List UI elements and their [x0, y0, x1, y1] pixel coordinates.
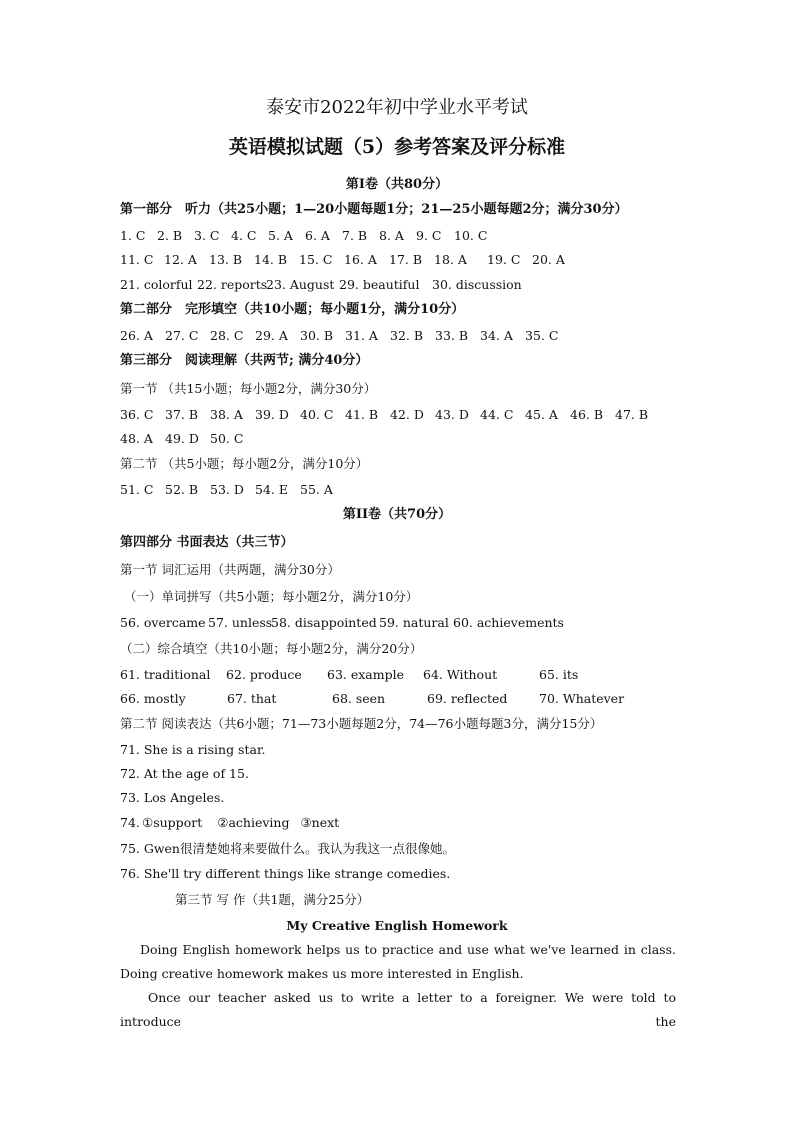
answer: 20. A — [532, 252, 565, 267]
answer: 45. A — [525, 407, 558, 422]
answer: 26. A — [120, 328, 153, 343]
answer: 39. D — [255, 407, 289, 422]
part4-answers-row3 — [120, 691, 629, 707]
part4-heading: 第四部分 书面表达（共三节） — [120, 535, 294, 550]
part3-section1-heading: 第一节 （共15小题；每小题2分，满分30分） — [120, 381, 377, 396]
answer: 22. reports — [197, 277, 268, 292]
answer: 51. C — [120, 482, 154, 497]
answer: 59. natural — [379, 615, 449, 630]
answer: 32. B — [390, 328, 424, 343]
essay-title: My Creative English Homework — [286, 918, 508, 933]
circled-number: ③ — [300, 815, 312, 830]
answer: 30. B — [300, 328, 334, 343]
answer: 42. D — [390, 407, 424, 422]
answer: 70. Whatever — [539, 691, 625, 706]
answer: 4. C — [231, 228, 257, 243]
answer-74-word: achieving — [228, 815, 290, 830]
answer: 40. C — [300, 407, 334, 422]
answer: 27. C — [165, 328, 199, 343]
answer: 19. C — [487, 252, 521, 267]
answer: 50. C — [210, 431, 244, 446]
answer-74-number: 74. — [120, 815, 140, 830]
answer: 66. mostly — [120, 691, 186, 706]
answer: 11. C — [120, 252, 154, 267]
answer: 43. D — [435, 407, 469, 422]
answer: 29. beautiful — [339, 277, 420, 292]
part4-section2-heading: 第二节 阅读表达（共6小题；71—73小题每题2分，74—76小题每题3分，满分15分） — [120, 716, 603, 731]
answer: 46. B — [570, 407, 604, 422]
answer: 29. A — [255, 328, 288, 343]
answer: 13. B — [209, 252, 243, 267]
part1-answers-row2 — [120, 252, 577, 268]
answer: 21. colorful — [120, 277, 193, 292]
answer: 18. A — [434, 252, 467, 267]
answer: 7. B — [342, 228, 368, 243]
circled-number: ② — [217, 815, 229, 830]
part3-answers-row1 — [120, 407, 660, 423]
answer: 28. C — [210, 328, 244, 343]
answer: 55. A — [300, 482, 333, 497]
answer: 2. B — [157, 228, 183, 243]
answer: 58. disappointed — [271, 615, 377, 630]
answer: 52. B — [165, 482, 199, 497]
answer: 37. B — [165, 407, 199, 422]
part4-subsection1-heading: （一）单词拼写（共5小题；每小题2分，满分10分） — [124, 589, 419, 604]
answer: 9. C — [416, 228, 442, 243]
answer: 35. C — [525, 328, 559, 343]
answer: 63. example — [327, 667, 405, 682]
answer: 68. seen — [332, 691, 386, 706]
answer-76: 76. She'll try different things like strange comedies. — [120, 866, 451, 881]
answer: 30. discussion — [432, 277, 522, 292]
answer: 67. that — [227, 691, 277, 706]
answer: 5. A — [268, 228, 293, 243]
answer: 69. reflected — [427, 691, 508, 706]
answer-75: 75. Gwen很清楚她将来要做什么。我认为我这一点很像她。 — [120, 841, 455, 856]
answer: 56. overcame — [120, 615, 206, 630]
answer: 23. August — [266, 277, 335, 292]
essay-paragraph-1: Doing English homework helps us to practice and use what we've learned in class. Doing creative homework makes us more interested in English. — [120, 942, 676, 981]
answer: 8. A — [379, 228, 404, 243]
part2-heading: 第二部分 完形填空（共10小题；每小题1分，满分10分） — [120, 302, 465, 317]
part1-answers-row3 — [120, 277, 532, 293]
answer: 16. A — [344, 252, 377, 267]
answer-72: 72. At the age of 15. — [120, 766, 249, 781]
answer: 57. unless — [208, 615, 273, 630]
part3-heading: 第三部分 阅读理解（共两节; 满分40分） — [120, 353, 369, 368]
part4-section1-heading: 第一节 词汇运用（共两题，满分30分） — [120, 562, 340, 577]
answer: 62. produce — [226, 667, 302, 682]
part2-answers-row1 — [120, 328, 570, 344]
part4-section3-heading: 第三节 写 作（共1题，满分25分） — [175, 892, 370, 907]
answer: 14. B — [254, 252, 288, 267]
part4-answers-row2 — [120, 667, 599, 683]
document-subtitle: 英语模拟试题（5）参考答案及评分标准 — [228, 136, 566, 158]
answer: 60. achievements — [453, 615, 564, 630]
answer-71: 71. She is a rising star. — [120, 742, 266, 757]
essay-paragraph-2: Once our teacher asked us to write a letter to a foreigner. We were told to introduce the — [120, 990, 676, 1029]
answer: 47. B — [615, 407, 649, 422]
answer: 1. C — [120, 228, 146, 243]
answer: 53. D — [210, 482, 244, 497]
answer: 12. A — [164, 252, 197, 267]
volume-2-heading: 第II卷（共70分） — [342, 507, 452, 522]
answer: 17. B — [389, 252, 423, 267]
answer: 31. A — [345, 328, 378, 343]
part3-section2-heading: 第二节 （共5小题；每小题2分，满分10分） — [120, 456, 369, 471]
answer: 34. A — [480, 328, 513, 343]
answer: 44. C — [480, 407, 514, 422]
part4-answers-row1 — [120, 615, 563, 631]
answer-73: 73. Los Angeles. — [120, 790, 225, 805]
part1-answers-row1 — [120, 228, 494, 244]
answer-74-word: support — [153, 815, 203, 830]
answer: 61. traditional — [120, 667, 211, 682]
answer-74 — [120, 815, 339, 831]
answer: 65. its — [539, 667, 579, 682]
answer: 38. A — [210, 407, 243, 422]
answer: 3. C — [194, 228, 220, 243]
answer: 49. D — [165, 431, 199, 446]
part3-answers-row2 — [120, 431, 255, 447]
answer: 48. A — [120, 431, 153, 446]
answer: 33. B — [435, 328, 469, 343]
part4-subsection2-heading: （二）综合填空（共10小题；每小题2分，满分20分） — [120, 641, 423, 656]
part1-heading: 第一部分 听力（共25小题；1—20小题每题1分；21—25小题每题2分；满分30分） — [120, 202, 628, 217]
answer: 64. Without — [423, 667, 498, 682]
answer: 54. E — [255, 482, 288, 497]
circled-number: ① — [142, 815, 154, 830]
answer: 10. C — [454, 228, 488, 243]
answer: 15. C — [299, 252, 333, 267]
document-title: 泰安市2022年初中学业水平考试 — [266, 97, 528, 118]
answer: 6. A — [305, 228, 330, 243]
answer: 41. B — [345, 407, 379, 422]
answer: 36. C — [120, 407, 154, 422]
part3-answers-row3 — [120, 482, 345, 498]
answer-74-word: next — [311, 815, 340, 830]
volume-1-heading: 第I卷（共80分） — [345, 177, 449, 192]
